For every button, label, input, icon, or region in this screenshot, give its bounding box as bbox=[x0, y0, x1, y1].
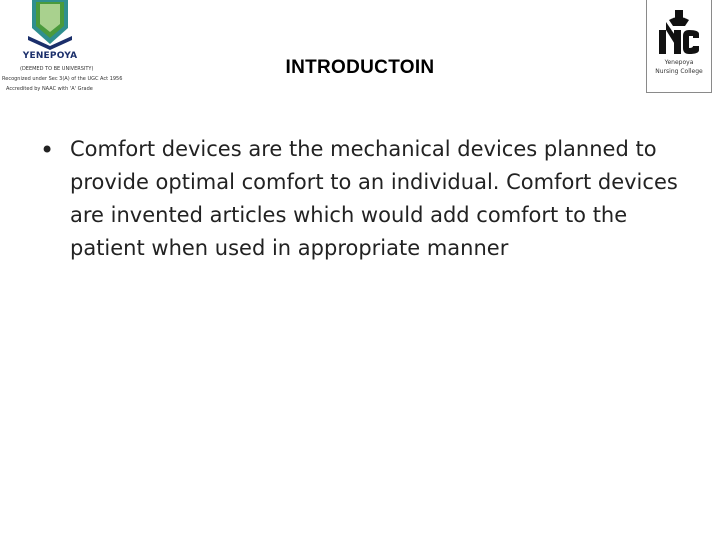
bullet-text: Comfort devices are the mechanical devices planned to provide optimal comfort to an individual. Comfort devices are invented articles which would add comfort to the patient when used in appropriate manner bbox=[70, 137, 678, 260]
slide-title-text: INTRODUCTOIN bbox=[285, 57, 435, 78]
yenepoya-logo-name: YENEPOYA bbox=[22, 51, 78, 61]
nursing-college-name-line-2: Nursing College bbox=[655, 68, 703, 75]
slide-title bbox=[0, 57, 720, 79]
nursing-college-name-line-1: Yenepoya bbox=[664, 59, 694, 66]
slide-content bbox=[40, 133, 690, 265]
yenepoya-logo-line-3: Accredited by NAAC with 'A' Grade bbox=[6, 86, 93, 92]
bullet-dot-icon: • bbox=[40, 136, 55, 164]
yenepoya-logo-line-1: (DEEMED TO BE UNIVERSITY) bbox=[20, 66, 94, 72]
nursing-college-logo bbox=[646, 0, 712, 93]
yenepoya-shield-icon bbox=[26, 0, 74, 50]
bullet-item bbox=[40, 133, 690, 265]
yenepoya-logo-line-2: Recognized under Sec 3(A) of the UGC Act 1956 bbox=[2, 76, 123, 82]
yenepoya-logo bbox=[2, 0, 123, 100]
nursing-college-lamp-icon bbox=[655, 10, 703, 56]
